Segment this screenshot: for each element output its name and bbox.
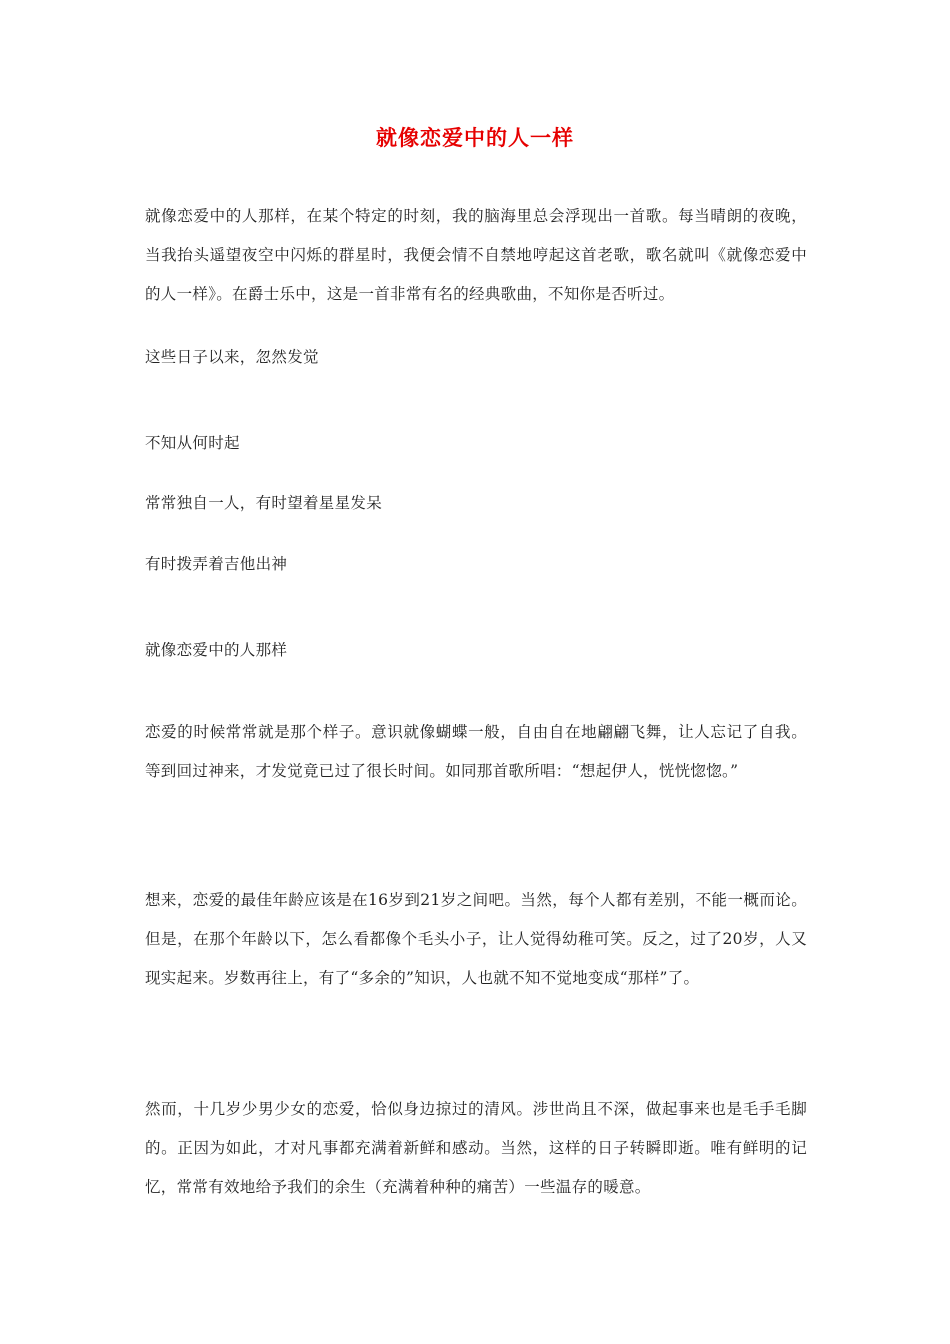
lyric-line-4: 有时拨弄着吉他出神 [145, 555, 288, 573]
lyric-line-3: 常常独自一人，有时望着星星发呆 [145, 494, 383, 512]
paragraph-intro: 就像恋爱中的人那样，在某个特定的时刻，我的脑海里总会浮现出一首歌。每当晴朗的夜晚，当我抬头遥望夜空中闪烁的群星时，我便会情不自禁地哼起这首老歌，歌名就叫《就像恋爱中的人一样》。在爵士乐中，这是一首非常有名的经典歌曲，不知你是否听过。 [145, 207, 807, 303]
lyric-line-1: 这些日子以来，忽然发觉 [145, 348, 319, 366]
paragraph-love-state: 恋爱的时候常常就是那个样子。意识就像蝴蝶一般，自由自在地翩翩飞舞，让人忘记了自我。等到回过神来，才发觉竟已过了很长时间。如同那首歌所唱：“想起伊人，恍恍惚惚。” [145, 723, 807, 780]
document-title: 就像恋爱中的人一样 [376, 126, 574, 150]
lyric-line-2: 不知从何时起 [145, 434, 240, 452]
paragraph-teen-love: 然而，十几岁少男少女的恋爱，恰似身边掠过的清风。涉世尚且不深，做起事来也是毛手毛脚的。正因为如此，才对凡事都充满着新鲜和感动。当然，这样的日子转瞬即逝。唯有鲜明的记忆，常常有效地给予我们的余生（充满着种种的痛苦）一些温存的暖意。 [145, 1100, 807, 1196]
lyric-line-5: 就像恋爱中的人那样 [145, 641, 288, 659]
paragraph-best-age: 想来，恋爱的最佳年龄应该是在16岁到21岁之间吧。当然，每个人都有差别，不能一概而论。但是，在那个年龄以下，怎么看都像个毛头小子，让人觉得幼稚可笑。反之，过了20岁，人又现实起来。岁数再往上，有了“多余的”知识，人也就不知不觉地变成“那样”了。 [145, 891, 807, 987]
